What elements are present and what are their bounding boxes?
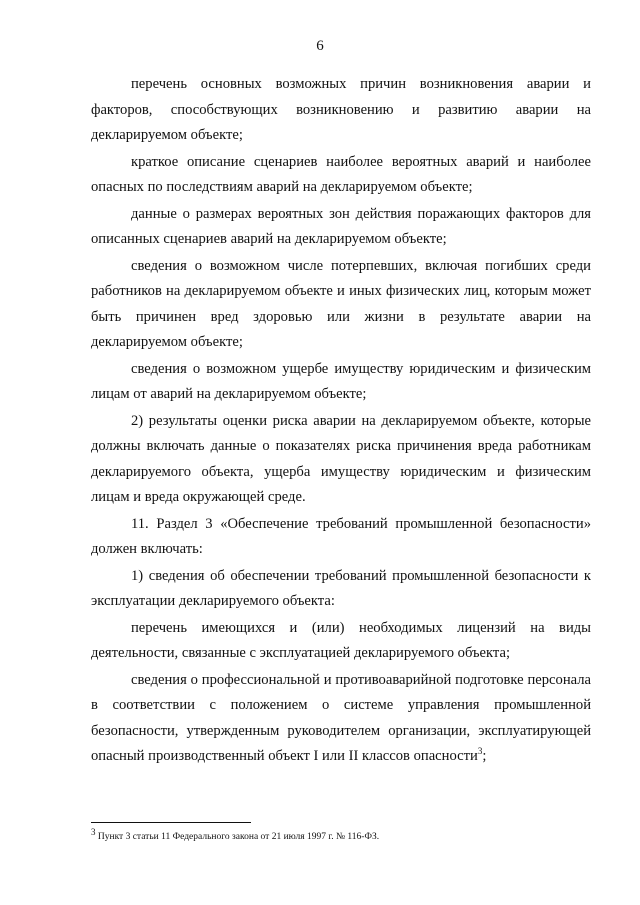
- paragraph-with-footnote-ref: [91, 668, 591, 770]
- paragraph: данные о размерах вероятных зон действия поражающих факторов для описанных сценариев аварий на декларируемом объекте;: [91, 205, 591, 247]
- footnote-mark: 3: [91, 826, 96, 837]
- paragraph: краткое описание сценариев наиболее вероятных аварий и наиболее опасных по последствиям аварий на декларируемом объекте;: [91, 153, 591, 195]
- paragraph-text: сведения о профессиональной и противоаварийной подготовке персонала в соответствии с положением о системе управления промышленной безопасности, утвержденным руководителем организации, эксплуатирующей опасный производственный объект I или II классов опасности: [91, 671, 591, 764]
- footnote-text: Пункт 3 статьи 11 Федерального закона от 21 июля 1997 г. № 116-ФЗ.: [95, 832, 380, 842]
- paragraph: сведения о возможном числе потерпевших, включая погибших среди работников на декларируемом объекте и иных физических лиц, которым может быть причинен вред здоровью или жизни в результате аварии на декларируемом объекте;: [91, 257, 591, 350]
- paragraph: перечень имеющихся и (или) необходимых лицензий на виды деятельности, связанные с эксплуатацией декларируемого объекта;: [91, 619, 591, 661]
- page-number: 6: [316, 38, 324, 54]
- footnote-reference: 3: [477, 746, 483, 757]
- paragraph: перечень основных возможных причин возникновения аварии и факторов, способствующих возникновению и развитию аварии на декларируемом объекте;: [91, 76, 591, 143]
- paragraph-tail: ;: [482, 748, 487, 764]
- footnote: [91, 826, 591, 843]
- paragraph: 1) сведения об обеспечении требований промышленной безопасности к эксплуатации декларируемого объекта:: [91, 567, 591, 609]
- paragraph: 11. Раздел 3 «Обеспечение требований промышленной безопасности» должен включать:: [91, 515, 591, 557]
- paragraph: сведения о возможном ущербе имуществу юридическим и физическим лицам от аварий на декларируемом объекте;: [91, 360, 591, 402]
- paragraph: 2) результаты оценки риска аварии на декларируемом объекте, которые должны включать данные о показателях риска причинения вреда работникам декларируемого объекта, ущерба имуществу юридическим и физическим лицам и вреда окружающей среде.: [91, 412, 591, 505]
- footnote-separator: [91, 822, 251, 823]
- document-body: [91, 72, 591, 770]
